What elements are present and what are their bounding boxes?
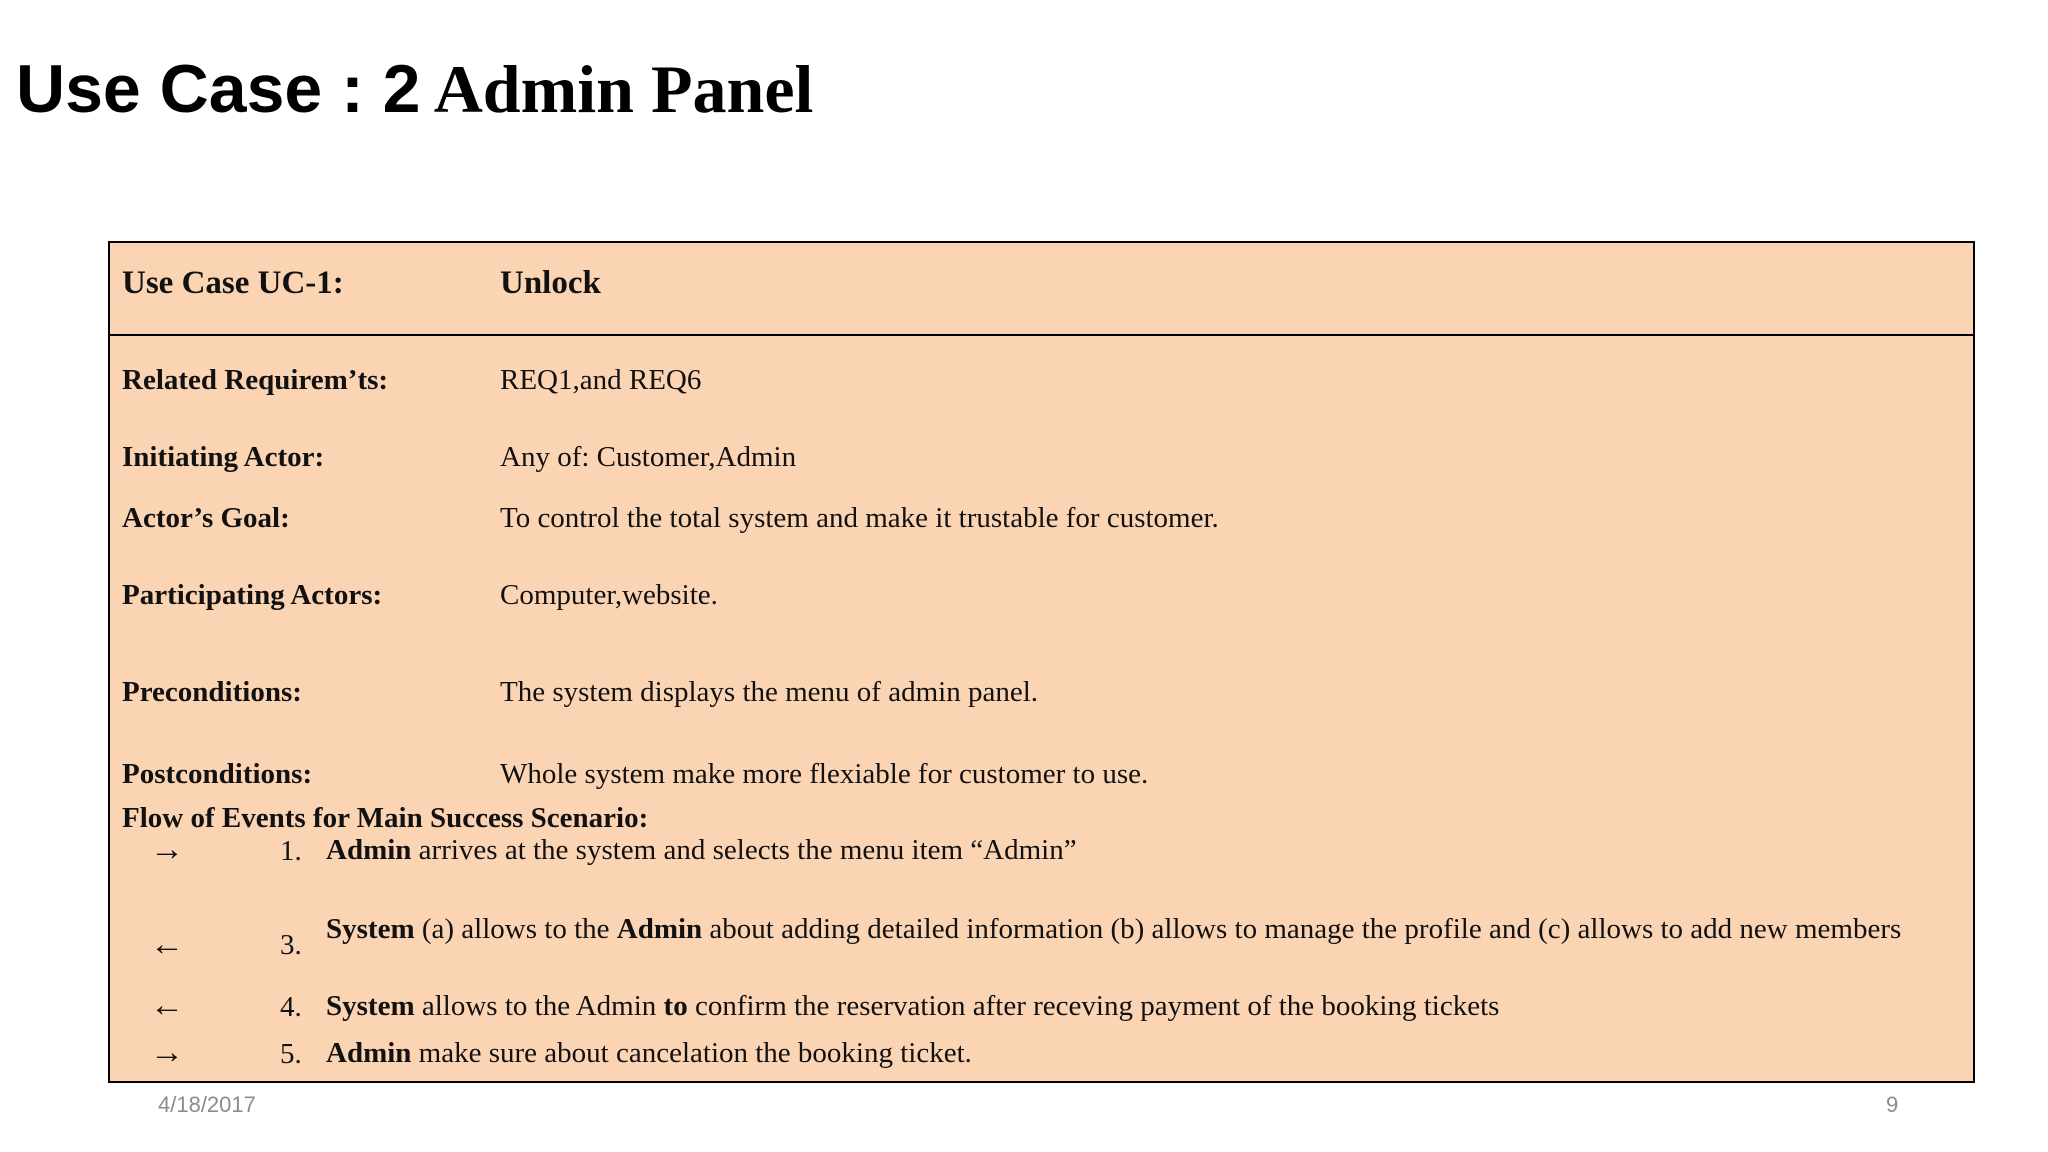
title-part-2: Admin Panel	[420, 51, 814, 127]
actors-goal-value: To control the total system and make it trustable for customer.	[500, 502, 1219, 534]
left-arrow-icon: ←	[150, 926, 184, 963]
step-number: 4.	[280, 991, 302, 1023]
actors-goal-label: Actor’s Goal:	[122, 502, 290, 534]
step-number: 1.	[280, 835, 302, 867]
postconditions-value: Whole system make more flexiable for customer to use.	[500, 758, 1149, 790]
slide-title	[16, 44, 813, 134]
step-number: 3.	[280, 929, 302, 961]
initiating-actor-value: Any of: Customer,Admin	[500, 441, 797, 473]
participating-actors-label: Participating Actors:	[122, 579, 383, 611]
right-arrow-icon: →	[150, 1034, 184, 1071]
use-case-header	[110, 243, 1973, 336]
step-text: Admin arrives at the system and selects the menu item “Admin”	[326, 834, 1077, 866]
step-text: System allows to the Admin to confirm the reservation after receving payment of the booking tickets	[326, 990, 1500, 1022]
left-arrow-icon: ←	[150, 987, 184, 1024]
initiating-actor-label: Initiating Actor:	[122, 441, 325, 473]
title-part-1: Use Case : 2	[16, 51, 421, 127]
step-text: System (a) allows to the Admin about adding detailed information (b) allows to manage the profile and (c) allows to add new members	[326, 913, 1902, 945]
use-case-name: Unlock	[500, 265, 601, 301]
step-text: Admin make sure about cancelation the booking ticket.	[326, 1037, 972, 1069]
related-requirements-value: REQ1,and REQ6	[500, 364, 702, 396]
postconditions-label: Postconditions:	[122, 758, 313, 790]
step-number: 5.	[280, 1038, 302, 1070]
right-arrow-icon: →	[150, 831, 184, 868]
related-requirements-label: Related Requirem’ts:	[122, 364, 389, 396]
page-number: 9	[1886, 1092, 1899, 1117]
flow-of-events-title: Flow of Events for Main Success Scenario:	[122, 802, 649, 834]
participating-actors-value: Computer,website.	[500, 579, 718, 611]
preconditions-value: The system displays the menu of admin panel.	[500, 676, 1039, 708]
use-case-table	[108, 241, 1975, 1083]
footer-date: 4/18/2017	[158, 1092, 256, 1117]
use-case-id-label: Use Case UC-1:	[122, 265, 344, 301]
preconditions-label: Preconditions:	[122, 676, 302, 708]
